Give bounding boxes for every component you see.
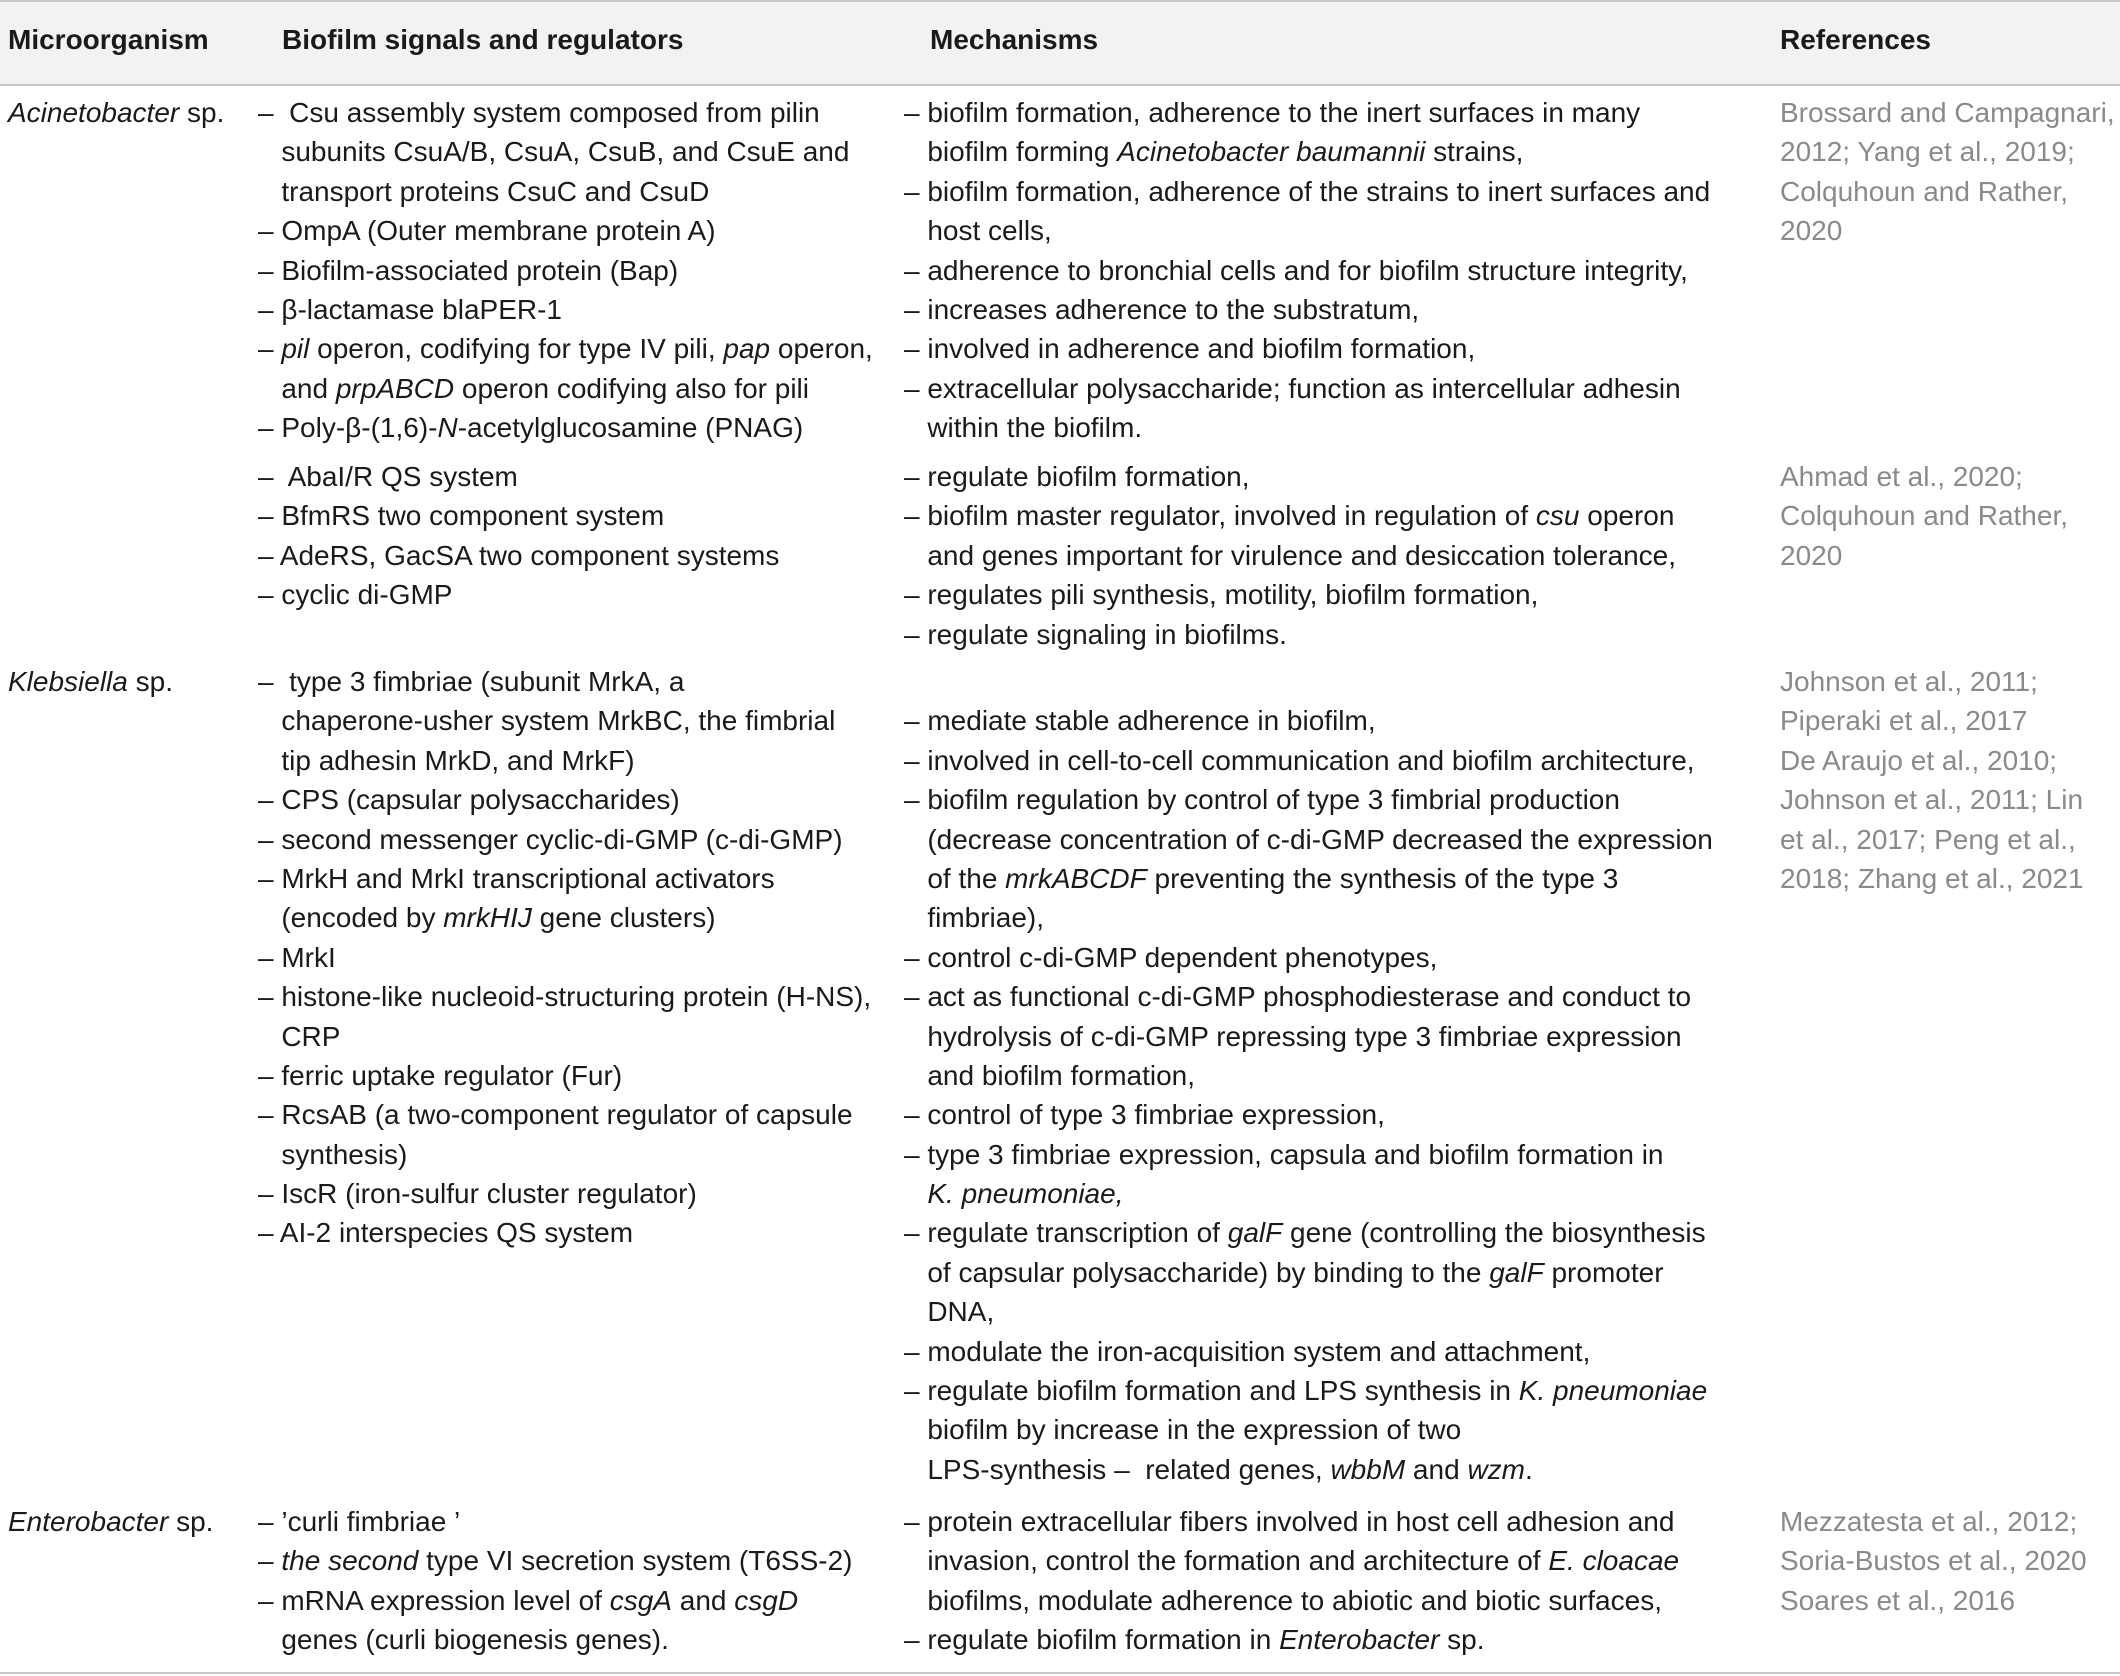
text-run: Enterobacter [1279,1624,1440,1656]
text-run: – involved in adherence and biofilm formation, [904,333,1476,365]
signals-line [258,172,873,211]
text-run: – regulate biofilm formation, [904,461,1250,492]
row-3-signals [258,1502,853,1660]
reference-line: De Araujo et al., 2010; [1780,744,2058,776]
text-run: and [671,1584,735,1616]
text-run: – protein extracellular fibers involved in host cell adhesion and [904,1506,1675,1537]
text-run: pil [281,333,310,365]
text-run: promoter [1543,1256,1664,1288]
mechanisms-line [904,575,1676,614]
text-run: sp. [1439,1624,1485,1656]
text-run: operon, codifying for type IV pili, [309,333,724,365]
text-run: – regulate transcription of [904,1217,1228,1249]
row-2-references [1780,662,2084,898]
text-run: fimbriae), [904,902,1045,934]
text-run: invasion, control the formation and architecture of [904,1545,1549,1577]
signals-line [258,780,871,819]
text-run: and [258,372,336,404]
text-run: – regulate biofilm formation and LPS synthesis in [904,1375,1519,1407]
text-run: (encoded by [258,902,444,934]
bottom-rule [0,1672,2120,1674]
text-run: DNA, [904,1296,995,1328]
mechanisms-line [904,898,1713,937]
mechanisms-line [904,741,1713,780]
text-run: – BfmRS two component system [258,500,665,532]
text-run: genes (curli biogenesis genes). [258,1624,669,1656]
text-run: synthesis) [258,1138,408,1170]
reference-line: 2020 [1780,539,1843,571]
row-0-references [1780,93,2115,251]
row-3-references [1780,1502,2087,1620]
signals-line [258,741,871,780]
row-0-signals [258,93,873,448]
signals-line [258,251,873,290]
signals-line [258,662,871,701]
mechanisms-line [904,1541,1679,1580]
signals-line [258,701,871,740]
text-run: – histone-like nucleoid-structuring protein (H-NS), [258,981,872,1013]
mechanisms-line [904,1213,1713,1252]
text-run: N [437,412,458,444]
text-run: – extracellular polysaccharide; function as intercellular adhesin [904,372,1681,404]
text-run: K. pneumoniae [1518,1375,1708,1407]
text-run: – cyclic di-GMP [258,579,453,611]
row-1-signals [258,457,779,615]
text-run: Acinetobacter baumannii [1117,136,1426,168]
mechanisms-line [904,977,1713,1016]
mechanisms-line [904,701,1713,740]
signals-line [258,1541,853,1580]
text-run: – [258,1545,282,1577]
reference-line: 2018; Zhang et al., 2021 [1780,862,2084,894]
mechanisms-line [904,290,1710,329]
signals-line [258,132,873,171]
row-0-organism: Acinetobacter sp. [8,97,225,128]
row-2-mechanisms [904,662,1713,1489]
text-run: . [1524,1453,1533,1485]
signals-line [258,1502,853,1541]
row-3-organism: Enterobacter sp. [8,1506,214,1537]
signals-line [258,408,873,447]
mechanisms-line [904,251,1710,290]
text-run: E. cloacae [1548,1545,1680,1577]
mechanisms-line [904,1174,1713,1213]
mechanisms-line [904,615,1676,654]
mechanisms-line [904,329,1710,368]
text-run: CRP [258,1020,341,1052]
mechanisms-line [904,1017,1713,1056]
mechanisms-line [904,93,1710,132]
mechanisms-line [904,536,1676,575]
text-run: prpABCD [335,372,455,404]
mechanisms-line [904,408,1710,447]
header-references: References [1780,24,1931,55]
text-run: – Poly-β-(1,6)- [258,412,438,444]
reference-line: Soria-Bustos et al., 2020 [1780,1545,2087,1577]
text-run: csgD [734,1584,799,1616]
text-run: – [258,333,282,365]
mechanisms-line [904,1253,1713,1292]
signals-line [258,1135,871,1174]
text-run: – biofilm regulation by control of type 3 fimbrial production [904,784,1620,816]
text-run: – β-lactamase blaPER-1 [258,293,563,325]
signals-line [258,575,779,614]
text-run: – RcsAB (a two-component regulator of capsule [258,1099,853,1131]
header-biofilm-signals: Biofilm signals and regulators [282,24,684,55]
text-run: – ferric uptake regulator (Fur) [258,1059,623,1091]
text-run: wbbM [1330,1453,1406,1485]
signals-line [258,977,871,1016]
mechanisms-line [904,1620,1679,1659]
text-run: K. pneumoniae, [927,1178,1124,1210]
signals-line [258,1213,871,1252]
reference-line: Piperaki et al., 2017 [1780,705,2028,737]
text-run: – control c-di-GMP dependent phenotypes, [904,941,1438,973]
reference-line: et al., 2017; Peng et al., [1780,823,2076,855]
mechanisms-line [904,1056,1713,1095]
text-run: – Biofilm-associated protein (Bap) [258,254,679,286]
text-run: – type 3 fimbriae expression, capsula and biofilm formation in [904,1138,1664,1170]
signals-line [258,1174,871,1213]
mechanisms-line [904,457,1676,496]
text-run: – adherence to bronchial cells and for biofilm structure integrity, [904,254,1688,286]
row-1-mechanisms [904,457,1676,654]
text-run: – regulates pili synthesis, motility, biofilm formation, [904,579,1539,611]
signals-line [258,1581,853,1620]
mechanisms-line [904,1450,1713,1489]
reference-line: Johnson et al., 2011; [1780,666,2038,697]
signals-line [258,369,873,408]
text-run: type VI secretion system (T6SS-2) [418,1545,853,1577]
signals-line [258,1095,871,1134]
text-run: – ’curli fimbriae ’ [258,1506,461,1537]
text-run: – AdeRS, GacSA two component systems [258,539,780,571]
table-header [0,0,2120,84]
signals-line [258,898,871,937]
text-run: – mediate stable adherence in biofilm, [904,705,1376,737]
text-run: – MrkH and MrkI transcriptional activators [258,862,775,894]
text-run: tip adhesin MrkD, and MrkF) [258,744,635,776]
text-run: – biofilm formation, adherence to the inert surfaces in many [904,97,1641,128]
text-run: wzm [1467,1453,1525,1485]
mechanisms-line [904,1502,1679,1541]
mechanisms-line [904,1581,1679,1620]
reference-line: Mezzatesta et al., 2012; [1780,1506,2078,1537]
signals-line [258,1620,853,1659]
text-run: pap [723,333,771,365]
text-run: – AI-2 interspecies QS system [258,1217,634,1249]
mechanisms-line [904,820,1713,859]
signals-line [258,1056,871,1095]
text-run: hydrolysis of c-di-GMP repressing type 3 fimbriae expression [904,1020,1682,1052]
text-run: and [1405,1453,1468,1485]
text-run: – CPS (capsular polysaccharides) [258,784,680,816]
mechanisms-line [904,938,1713,977]
signals-line [258,290,873,329]
text-run: chaperone-usher system MrkBC, the fimbrial [258,705,836,737]
reference-line: Ahmad et al., 2020; [1780,461,2023,492]
mechanisms-line [904,1332,1713,1371]
mechanisms-line [904,211,1710,250]
text-run: – biofilm formation, adherence of the strains to inert surfaces and [904,175,1711,207]
reference-line: 2020 [1780,215,1843,247]
text-run: – MrkI [258,941,336,973]
text-run: strains, [1425,136,1524,168]
mechanisms-line [904,172,1710,211]
text-run: and biofilm formation, [904,1059,1196,1091]
text-run: (decrease concentration of c-di-GMP decreased the expression [904,823,1713,855]
text-run: – IscR (iron-sulfur cluster regulator) [258,1178,697,1210]
text-run: mrkHIJ [443,902,532,934]
text-run: of capsular polysaccharide) by binding to the [904,1256,1490,1288]
mechanisms-line [904,780,1713,819]
text-run: preventing the synthesis of the type 3 [1146,862,1619,894]
text-run: – second messenger cyclic-di-GMP (c-di-GMP) [258,823,843,855]
reference-line: Colquhoun and Rather, [1780,175,2068,207]
signals-line [258,859,871,898]
signals-line [258,329,873,368]
text-run: csu [1535,500,1580,532]
text-run: the second [281,1545,419,1577]
header-mechanisms: Mechanisms [930,24,1099,55]
text-run: – OmpA (Outer membrane protein A) [258,215,716,247]
mechanisms-line [904,1371,1713,1410]
signals-line [258,536,779,575]
text-run: – biofilm master regulator, involved in regulation of [904,500,1536,532]
text-run: – mRNA expression level of [258,1584,610,1616]
signals-line [258,496,779,535]
mechanisms-line [904,859,1713,898]
text-run: LPS-synthesis – related genes, [904,1453,1331,1485]
reference-line: Colquhoun and Rather, [1780,500,2068,532]
text-run: galF [1489,1256,1544,1288]
signals-line [258,820,871,859]
mechanisms-line [904,1135,1713,1174]
mechanisms-line [904,662,1713,701]
text-run: – AbaI/R QS system [258,461,518,492]
text-run: csgA [609,1584,672,1616]
mechanisms-line [904,496,1676,535]
text-run: biofilms, modulate adherence to abiotic and biotic surfaces, [904,1584,1662,1616]
text-run: subunits CsuA/B, CsuA, CsuB, and CsuE and [258,136,850,168]
signals-line [258,1017,871,1056]
mechanisms-line [904,369,1710,408]
mechanisms-line [904,1410,1713,1449]
text-run: – control of type 3 fimbriae expression, [904,1099,1385,1131]
text-run: – type 3 fimbriae (subunit MrkA, a [258,666,685,697]
signals-line [258,938,871,977]
text-run: operon codifying also for pili [454,372,809,404]
signals-line [258,211,873,250]
text-run: – involved in cell-to-cell communication and biofilm architecture, [904,744,1695,776]
header-rule [0,84,2120,86]
text-run: – increases adherence to the substratum, [904,293,1420,325]
top-rule [0,0,2120,2]
text-run: biofilm by increase in the expression of two [904,1414,1462,1446]
text-run: of the [904,862,1006,894]
text-run: – modulate the iron-acquisition system and attachment, [904,1335,1591,1367]
text-run: within the biofilm. [904,412,1143,444]
text-run: and genes important for virulence and desiccation tolerance, [904,539,1677,571]
row-2-organism: Klebsiella sp. [8,666,173,697]
reference-line: 2012; Yang et al., 2019; [1780,136,2075,168]
header-microorganism: Microorganism [8,24,209,55]
reference-line: Brossard and Campagnari, [1780,97,2115,128]
reference-line: Johnson et al., 2011; Lin [1780,784,2084,816]
signals-line [258,93,873,132]
text-run: -acetylglucosamine (PNAG) [457,412,804,444]
row-1-references [1780,457,2068,575]
row-0-mechanisms [904,93,1710,448]
text-run: transport proteins CsuC and CsuD [258,175,710,207]
mechanisms-line [904,1292,1713,1331]
row-3-mechanisms [904,1502,1679,1660]
text-run: galF [1227,1217,1283,1249]
mechanisms-line [904,132,1710,171]
text-run: – regulate biofilm formation in [904,1624,1280,1656]
text-run [904,1178,927,1209]
text-run: host cells, [904,215,1052,247]
text-run: – act as functional c-di-GMP phosphodiesterase and conduct to [904,981,1692,1013]
text-run: biofilm forming [904,136,1118,168]
text-run: – regulate signaling in biofilms. [904,618,1287,650]
row-2-signals [258,662,871,1253]
reference-line: Soares et al., 2016 [1780,1584,2016,1616]
text-run: gene (controlling the biosynthesis [1282,1217,1706,1249]
mechanisms-line [904,1095,1713,1134]
text-run: operon, [770,333,873,365]
signals-line [258,457,779,496]
text-run: – Csu assembly system composed from pilin [258,97,820,128]
text-run: gene clusters) [531,902,716,934]
text-run: operon [1579,500,1675,532]
text-run: mrkABCDF [1005,862,1147,894]
